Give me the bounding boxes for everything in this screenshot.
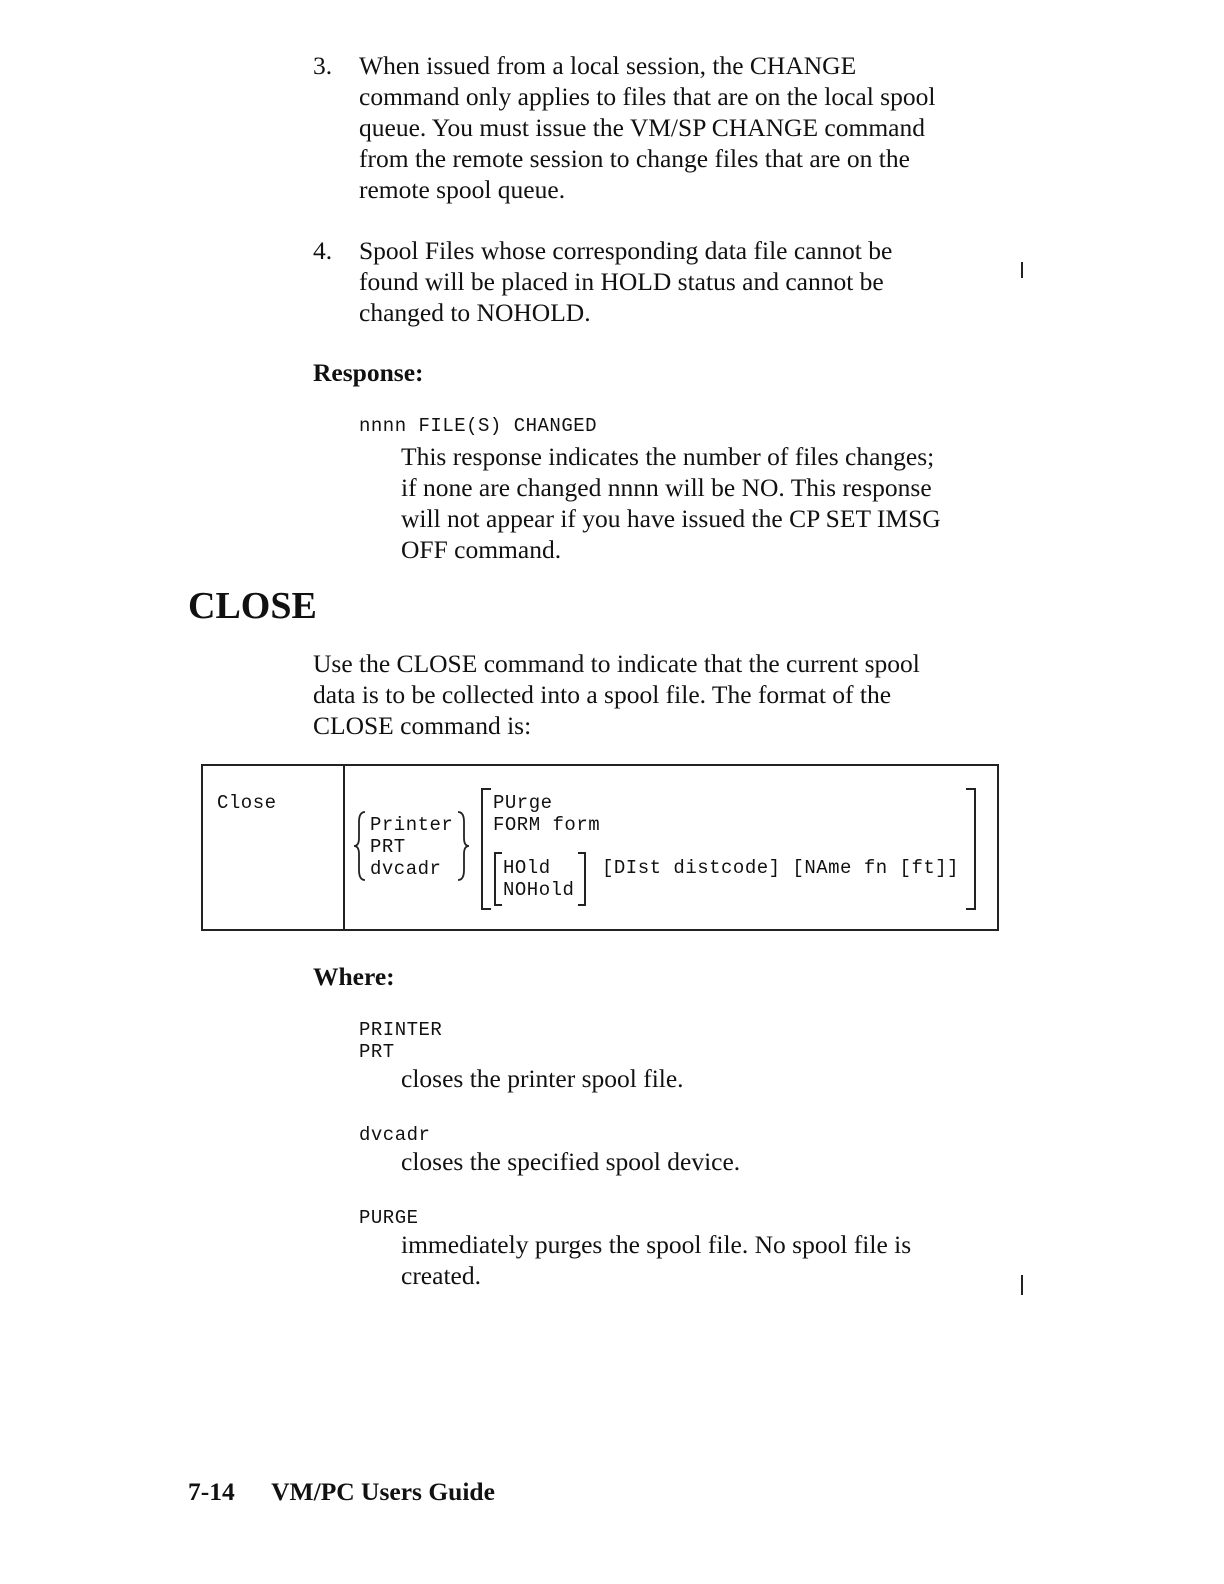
response-line: will not appear if you have issued the CP SET IMSG <box>401 504 941 533</box>
right-brace-icon <box>454 810 470 882</box>
note-line: command only applies to files that are on the local spool <box>359 82 936 111</box>
book-title: VM/PC Users Guide <box>271 1477 495 1506</box>
close-option: PUrge <box>493 792 553 814</box>
intro-line: data is to be collected into a spool file. The format of the <box>313 680 892 709</box>
where-desc: created. <box>401 1261 481 1290</box>
note-number: 4. <box>313 236 333 265</box>
note-line: changed to NOHOLD. <box>359 298 591 327</box>
response-line: if none are changed nnnn will be NO. This response <box>401 473 932 502</box>
syntax-box <box>201 764 999 931</box>
response-line: OFF command. <box>401 535 562 564</box>
response-line: This response indicates the number of files changes; <box>401 442 935 471</box>
hold-bracket-right-icon <box>577 852 587 906</box>
device-option: Printer <box>370 814 454 836</box>
response-code: nnnn FILE(S) CHANGED <box>359 415 598 437</box>
where-term: PURGE <box>359 1207 419 1229</box>
where-heading: Where: <box>313 962 395 991</box>
section-intro <box>313 648 1033 741</box>
footer <box>188 1476 495 1507</box>
hold-bracket-left-icon <box>493 852 503 906</box>
close-options <box>493 792 600 836</box>
where-desc: closes the specified spool device. <box>401 1147 741 1176</box>
where-item <box>359 1019 1059 1094</box>
intro-line: Use the CLOSE command to indicate that the current spool <box>313 649 920 678</box>
note-line: queue. You must issue the VM/SP CHANGE command <box>359 113 925 142</box>
right-bracket-icon <box>965 788 977 910</box>
hold-options <box>503 857 574 901</box>
intro-line: CLOSE command is: <box>313 711 532 740</box>
device-options <box>370 814 453 880</box>
left-brace-icon <box>353 810 369 882</box>
syntax-tail: [DIst distcode] [NAme fn [ft]] <box>602 857 960 879</box>
note-line: Spool Files whose corresponding data file cannot be <box>359 236 893 265</box>
where-desc: immediately purges the spool file. No spool file is <box>401 1230 912 1259</box>
note-line: When issued from a local session, the CHANGE <box>359 51 857 80</box>
page-number: 7-14 <box>188 1477 235 1506</box>
where-term: dvcadr <box>359 1124 431 1146</box>
where-desc: closes the printer spool file. <box>401 1064 684 1093</box>
device-option: dvcadr <box>370 858 442 880</box>
where-term: PRT <box>359 1041 395 1063</box>
note-line: remote spool queue. <box>359 175 566 204</box>
device-option: PRT <box>370 836 406 858</box>
syntax-divider <box>343 766 345 929</box>
response-description <box>401 441 1101 565</box>
where-item <box>359 1207 1059 1291</box>
hold-option: NOHold <box>503 879 575 901</box>
hold-option: HOld <box>503 857 551 879</box>
note-line: from the remote session to change files that are on the <box>359 144 910 173</box>
where-item <box>359 1124 1059 1177</box>
note-line: found will be placed in HOLD status and cannot be <box>359 267 884 296</box>
change-bar <box>1021 262 1023 278</box>
left-bracket-icon <box>480 788 492 910</box>
section-title: CLOSE <box>188 585 317 627</box>
note-number: 3. <box>313 51 333 80</box>
where-term: PRINTER <box>359 1019 443 1041</box>
response-heading: Response: <box>313 358 424 387</box>
close-option: FORM form <box>493 814 601 836</box>
syntax-command: Close <box>217 792 277 814</box>
